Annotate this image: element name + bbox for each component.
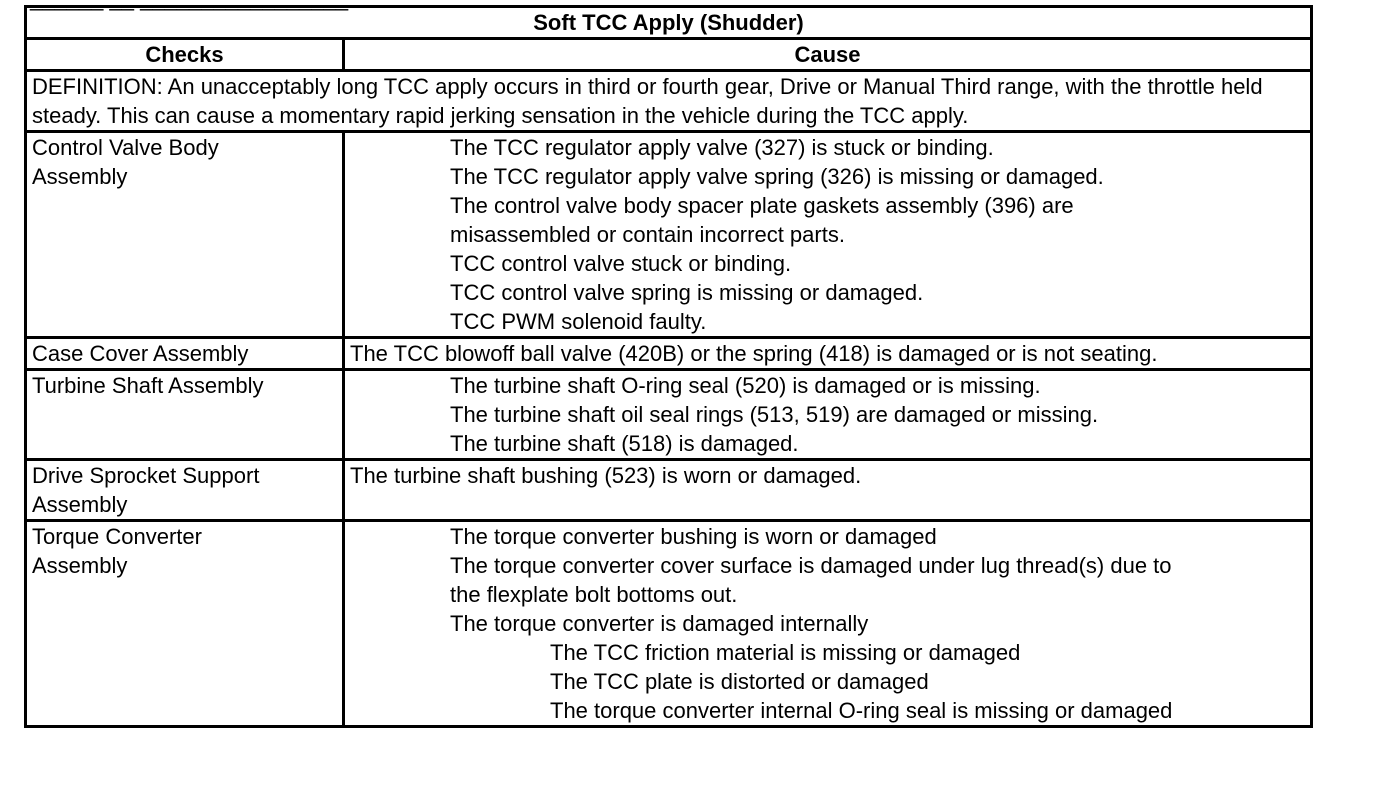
cause-text: TCC control valve spring is missing or damaged. (450, 280, 924, 305)
check-cell (26, 460, 344, 521)
check-text: Assembly (32, 553, 128, 578)
cause-text: The TCC regulator apply valve (327) is stuck or binding. (450, 135, 994, 160)
cause-cell (344, 132, 1312, 338)
column-header-cause: Cause (344, 39, 1312, 71)
table-row (26, 370, 1312, 460)
cause-text: The turbine shaft oil seal rings (513, 519) are damaged or missing. (450, 402, 1099, 427)
diagnostic-table (24, 5, 1313, 728)
table-body (26, 71, 1312, 727)
cause-text: The torque converter is damaged internally (450, 611, 869, 636)
cause-text: The TCC regulator apply valve spring (326) is missing or damaged. (450, 164, 1104, 189)
check-cell (26, 132, 344, 338)
cause-text: The torque converter bushing is worn or damaged (450, 524, 937, 549)
cause-text: The control valve body spacer plate gaskets assembly (396) are (450, 193, 1074, 218)
table-title: Soft TCC Apply (Shudder) (26, 7, 1312, 39)
check-text: Assembly (32, 492, 128, 517)
cause-text: The turbine shaft bushing (523) is worn or damaged. (350, 463, 862, 488)
cause-text: TCC PWM solenoid faulty. (450, 309, 707, 334)
table-row (26, 521, 1312, 727)
definition-text: DEFINITION: An unacceptably long TCC apply occurs in third or fourth gear, Drive or Manual Third range, with the throttle held steady. This can cause a momentary rapid jerking sensation in the vehicle during the TCC apply. (26, 71, 1312, 132)
cause-text: the flexplate bolt bottoms out. (450, 582, 738, 607)
column-header-checks: Checks (26, 39, 344, 71)
check-text: Assembly (32, 164, 128, 189)
cause-text: The TCC plate is distorted or damaged (550, 669, 929, 694)
check-text: Torque Converter (32, 524, 202, 549)
check-cell (26, 338, 344, 370)
cause-text: The torque converter cover surface is damaged under lug thread(s) due to (450, 553, 1172, 578)
cause-text: misassembled or contain incorrect parts. (450, 222, 845, 247)
check-cell (26, 370, 344, 460)
cause-cell (344, 460, 1312, 521)
cause-text: The torque converter internal O-ring seal is missing or damaged (550, 698, 1173, 723)
cause-cell (344, 370, 1312, 460)
cause-text: The turbine shaft (518) is damaged. (450, 431, 799, 456)
cause-text: The turbine shaft O-ring seal (520) is damaged or is missing. (450, 373, 1041, 398)
check-text: Control Valve Body (32, 135, 219, 160)
table-row (26, 460, 1312, 521)
check-cell (26, 521, 344, 727)
cause-text: The TCC friction material is missing or damaged (550, 640, 1021, 665)
table-row (26, 338, 1312, 370)
check-text: Drive Sprocket Support (32, 463, 260, 488)
cause-cell (344, 338, 1312, 370)
cause-cell (344, 521, 1312, 727)
check-text: Case Cover Assembly (32, 341, 249, 366)
check-text: Turbine Shaft Assembly (32, 373, 264, 398)
cause-text: The TCC blowoff ball valve (420B) or the spring (418) is damaged or is not seating. (350, 341, 1158, 366)
table-row (26, 132, 1312, 338)
cause-text: TCC control valve stuck or binding. (450, 251, 792, 276)
